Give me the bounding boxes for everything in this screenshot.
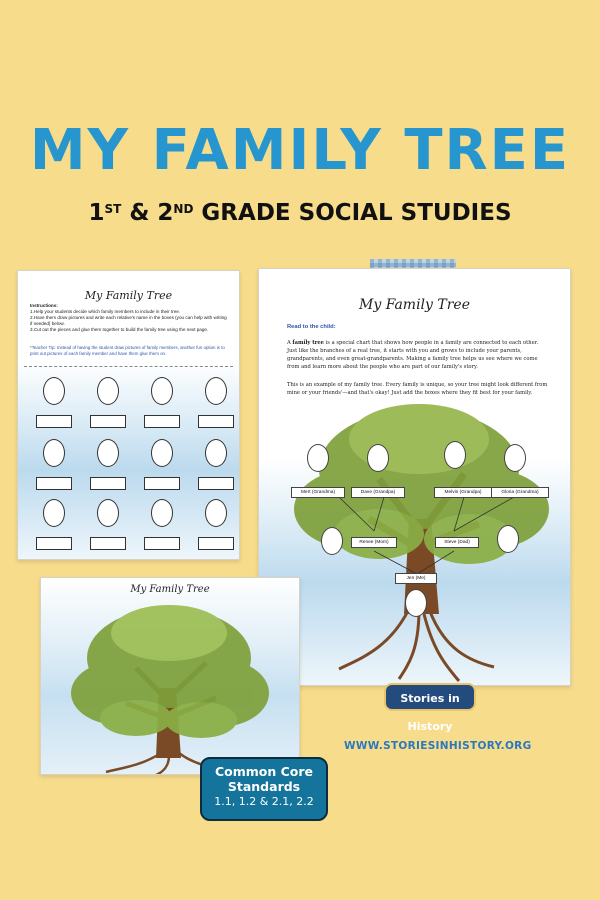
name-box-jen: Jen (Me)	[395, 573, 437, 584]
name-box	[36, 415, 72, 428]
photo-oval	[151, 377, 173, 405]
photo-oval	[43, 439, 65, 467]
photo-oval	[97, 439, 119, 467]
badge-standards: 1.1, 1.2 & 2.1, 2.2	[214, 795, 314, 808]
worksheet-heading: My Family Tree	[359, 297, 470, 313]
badge-line-2: Standards	[227, 779, 301, 794]
photo-oval	[43, 377, 65, 405]
name-box-dave: Dave (Grandpa)	[351, 487, 405, 498]
name-box	[198, 477, 234, 490]
photo-oval	[205, 499, 227, 527]
stories-in-history-logo: Stories in History	[384, 683, 476, 711]
name-box	[90, 537, 126, 550]
name-box-melvin: Melvin (Grandpa)	[434, 487, 492, 498]
intro-paragraph: A family tree is a special chart that shows how people in a family are connected to each other. Just like the branches of a real tree, it starts with you and grows to include your parents, grandparents, and even great-grandparents. Making a family tree helps us see where we come from and learn more about the people who are part of our family's story.	[287, 340, 539, 370]
photo-oval	[97, 499, 119, 527]
mom-portrait	[321, 527, 343, 555]
cut-line	[24, 366, 233, 367]
worksheet-example-tree	[258, 268, 571, 686]
name-box	[144, 477, 180, 490]
grandma-portrait	[307, 444, 329, 472]
name-box-mert: Mert (Grandma)	[291, 487, 345, 498]
photo-oval	[205, 377, 227, 405]
main-title: MY FAMILY TREE	[29, 118, 571, 183]
blank-tree-illustration	[41, 578, 300, 775]
website-url[interactable]: WWW.STORIESINHISTORY.ORG	[344, 740, 532, 752]
instructions: Instructions: 1.Help your students decide which family members to include in their tree. 2.Have them draw pictures and write each relative's name in the boxes (you can help with writing if needed) below. 3.Cut out the pieces and glue them together to build the family tree using the next page.	[30, 303, 227, 332]
photo-oval	[151, 439, 173, 467]
me-portrait	[405, 589, 427, 617]
photo-oval	[43, 499, 65, 527]
photo-oval	[151, 499, 173, 527]
dad-portrait	[497, 525, 519, 553]
name-box	[36, 537, 72, 550]
example-paragraph: This is an example of my family tree. Every family is unique, so your tree might look different from mine or your friends'—and that's okay! Just add the boxes where they fit best for your family.	[287, 382, 548, 396]
name-box	[90, 477, 126, 490]
name-box-renee: Renee (Mom)	[351, 537, 397, 548]
badge-line-1: Common Core	[214, 764, 314, 779]
name-box-steve: Steve (Dad)	[435, 537, 479, 548]
grandpa-portrait	[367, 444, 389, 472]
worksheet-heading: My Family Tree	[130, 584, 210, 595]
grandpa-portrait	[444, 441, 466, 469]
name-box	[198, 537, 234, 550]
name-box	[144, 415, 180, 428]
name-box	[90, 415, 126, 428]
name-box	[144, 537, 180, 550]
name-box	[198, 415, 234, 428]
tree-illustration	[259, 269, 571, 686]
read-label: Read to the child:	[287, 324, 336, 330]
name-box	[36, 477, 72, 490]
teacher-tip: *Teacher Tip: Instead of having the student draw pictures of family members, another fun option is to print out pictures of each family member and have them glue them on.	[30, 345, 225, 356]
name-box-gloria: Gloria (Grandma)	[491, 487, 549, 498]
worksheet-blank-tree	[40, 577, 300, 775]
subtitle: 1ST & 2ND GRADE SOCIAL STUDIES	[88, 200, 512, 226]
photo-oval	[97, 377, 119, 405]
worksheet-instructions	[17, 270, 240, 560]
photo-oval	[205, 439, 227, 467]
tree-roots	[339, 609, 494, 681]
grandma-portrait	[504, 444, 526, 472]
worksheet-heading: My Family Tree	[84, 289, 173, 302]
common-core-badge	[200, 757, 328, 821]
